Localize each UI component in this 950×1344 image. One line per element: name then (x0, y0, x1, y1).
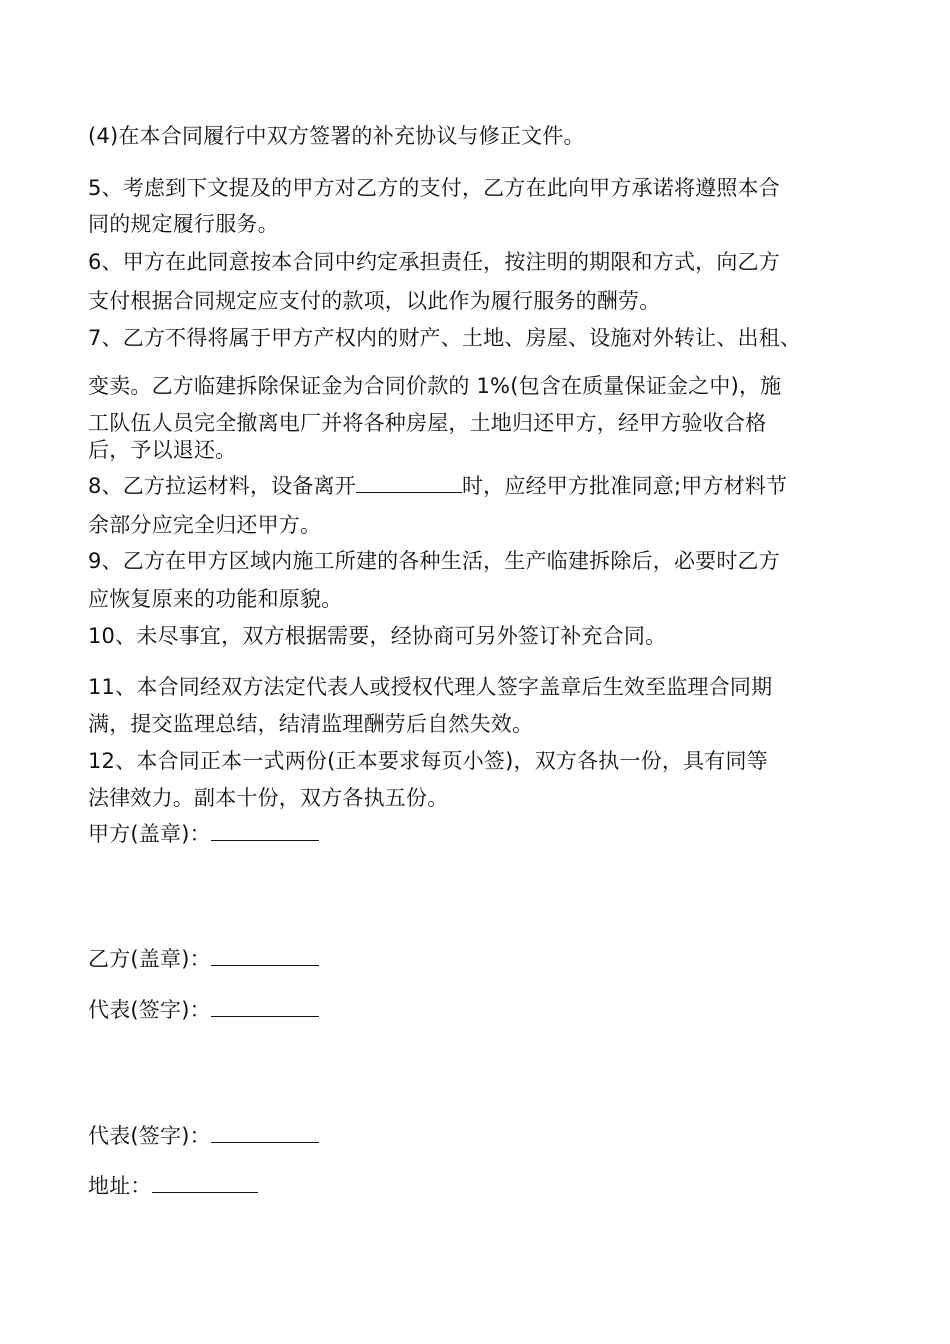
clause-11-line-1: 11、本合同经双方法定代表人或授权代理人签字盖章后生效至监理合同期 (88, 675, 773, 699)
clause-4-4-line: (4)在本合同履行中双方签署的补充协议与修正文件。 (88, 124, 585, 148)
clause-8-text-b: 时，应经甲方批准同意;甲方材料节 (461, 474, 788, 498)
party-a-seal-row (88, 820, 319, 848)
representative-1-row (88, 996, 319, 1024)
representative-2-blank[interactable] (211, 1122, 319, 1143)
address-label: 地址： (88, 1174, 152, 1198)
clause-8-line-2: 余部分应完全归还甲方。 (88, 513, 322, 537)
clause-7-line-1: 7、乙方不得将属于甲方产权内的财产、土地、房屋、设施对外转让、出租、 (88, 326, 802, 350)
address-blank[interactable] (152, 1172, 258, 1193)
party-a-seal-label: 甲方(盖章)： (88, 822, 211, 846)
clause-5-line-2: 同的规定履行服务。 (88, 212, 279, 236)
party-b-seal-row (88, 945, 319, 973)
party-b-seal-blank[interactable] (211, 945, 319, 966)
clause-10-line: 10、未尽事宜，双方根据需要，经协商可另外签订补充合同。 (88, 624, 667, 648)
party-b-seal-label: 乙方(盖章)： (88, 947, 211, 971)
clause-11-line-2: 满，提交监理总结，结清监理酬劳后自然失效。 (88, 712, 534, 736)
representative-2-row (88, 1122, 319, 1150)
clause-12-line-2: 法律效力。副本十份，双方各执五份。 (88, 786, 449, 810)
representative-1-label: 代表(签字)： (88, 998, 211, 1022)
address-row (88, 1172, 258, 1200)
representative-2-label: 代表(签字)： (88, 1124, 211, 1148)
clause-8-line-1 (88, 472, 787, 500)
clause-6-line-2: 支付根据合同规定应支付的款项，以此作为履行服务的酬劳。 (88, 289, 661, 313)
clause-5-line-1: 5、考虑到下文提及的甲方对乙方的支付，乙方在此向甲方承诺将遵照本合 (88, 176, 780, 200)
equipment-departure-blank[interactable] (356, 472, 462, 493)
clause-7-line-2: 变卖。乙方临建拆除保证金为合同价款的 1%(包含在质量保证金之中)，施 (88, 374, 782, 398)
party-a-seal-blank[interactable] (211, 820, 319, 841)
clause-7-line-4: 后，予以退还。 (88, 438, 237, 462)
clause-6-line-1: 6、甲方在此同意按本合同中约定承担责任，按注明的期限和方式，向乙方 (88, 250, 780, 274)
clause-9-line-1: 9、乙方在甲方区域内施工所建的各种生活，生产临建拆除后，必要时乙方 (88, 549, 780, 573)
representative-1-blank[interactable] (211, 996, 319, 1017)
clause-8-text-a: 8、乙方拉运材料，设备离开 (88, 474, 356, 498)
clause-9-line-2: 应恢复原来的功能和原貌。 (88, 587, 343, 611)
clause-7-line-3: 工队伍人员完全撤离电厂并将各种房屋，土地归还甲方，经甲方验收合格 (88, 411, 767, 435)
clause-12-line-1: 12、本合同正本一式两份(正本要求每页小签)，双方各执一份，具有同等 (88, 749, 768, 773)
